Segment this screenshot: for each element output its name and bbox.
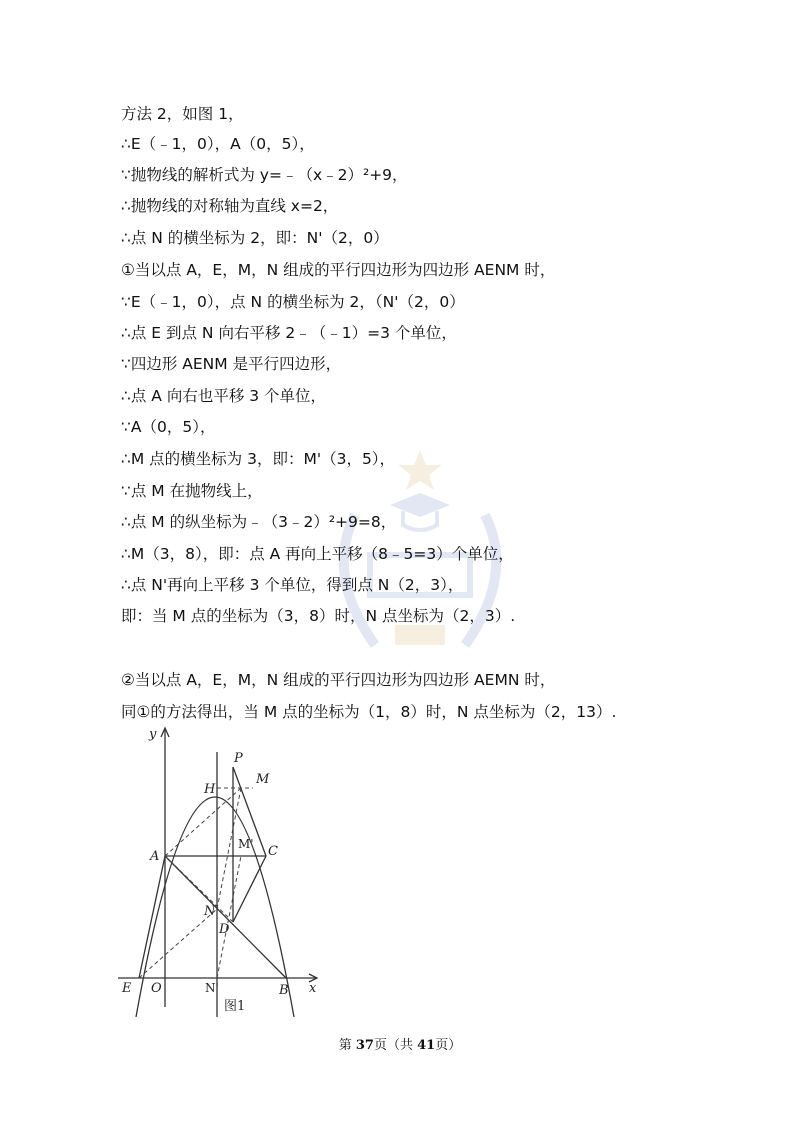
page-footer: 第 37页（共 41页） (338, 1038, 462, 1053)
text-line-6: ①当以点 A，E，M，N 组成的平行四边形为四边形 AENM 时， (121, 261, 556, 279)
label-n: N (204, 904, 216, 919)
dash-ad (165, 856, 233, 922)
segment-ab (165, 856, 286, 978)
dash-np-n (217, 856, 241, 978)
text-line-13: ∵点 M 在抛物线上， (121, 482, 263, 500)
text-line-4: ∴抛物线的对称轴为直线 x=2， (121, 197, 339, 215)
text-line-1: 方法 2，如图 1， (121, 105, 244, 123)
label-a: A (150, 849, 160, 864)
text-line-7: ∵E（﹣1，0），点 N 的横坐标为 2，（N'（2，0） (121, 293, 465, 311)
text-line-16: ∴点 N'再向上平移 3 个单位，得到点 N（2，3）， (121, 576, 464, 594)
segment-cd (233, 856, 266, 922)
label-x: x (309, 981, 317, 996)
label-m: M (256, 772, 270, 787)
label-n-prime: N' (205, 981, 219, 995)
text-line-12: ∴M 点的横坐标为 3，即：M'（3，5）， (121, 450, 396, 468)
text-line-10: ∴点 A 向右也平移 3 个单位， (121, 387, 327, 405)
text-line-5: ∴点 N 的横坐标为 2，即：N'（2，0） (121, 229, 389, 247)
segment-ea (139, 856, 165, 978)
figure-caption: 图1 (224, 999, 246, 1014)
text-line-15: ∴M（3，8），即：点 A 再向上平移（8﹣5=3）个单位， (121, 545, 514, 563)
text-line-14: ∴点 M 的纵坐标为﹣（3﹣2）²+9=8， (121, 513, 397, 531)
current-page: 37 (355, 1038, 374, 1053)
label-b: B (279, 983, 289, 998)
figure-1-diagram (116, 722, 326, 1017)
text-line-2: ∴E（﹣1，0），A（0，5）， (121, 135, 315, 153)
label-c: C (268, 844, 278, 859)
text-line-11: ∵A（0，5）， (121, 418, 216, 436)
total-pages: 41 (417, 1038, 436, 1053)
label-p: P (234, 751, 243, 766)
label-d: D (219, 922, 230, 937)
label-h: H (204, 782, 216, 797)
label-m-prime: M' (238, 837, 254, 851)
label-e: E (122, 981, 132, 996)
text-line-9: ∵四边形 AENM 是平行四边形， (121, 355, 342, 373)
text-line-19: 同①的方法得出，当 M 点的坐标为（1，8）时，N 点坐标为（2，13）. (121, 703, 617, 721)
label-o: O (151, 981, 162, 996)
text-line-8: ∴点 E 到点 N 向右平移 2﹣（﹣1）=3 个单位， (121, 324, 457, 342)
text-line-3: ∵抛物线的解析式为 y=﹣（x﹣2）²+9， (121, 166, 408, 184)
label-y: y (149, 727, 157, 742)
text-line-18: ②当以点 A，E，M，N 组成的平行四边形为四边形 AEMN 时， (121, 671, 556, 689)
text-line-17: 即：当 M 点的坐标为（3，8）时，N 点坐标为（2，3）. (121, 607, 516, 625)
